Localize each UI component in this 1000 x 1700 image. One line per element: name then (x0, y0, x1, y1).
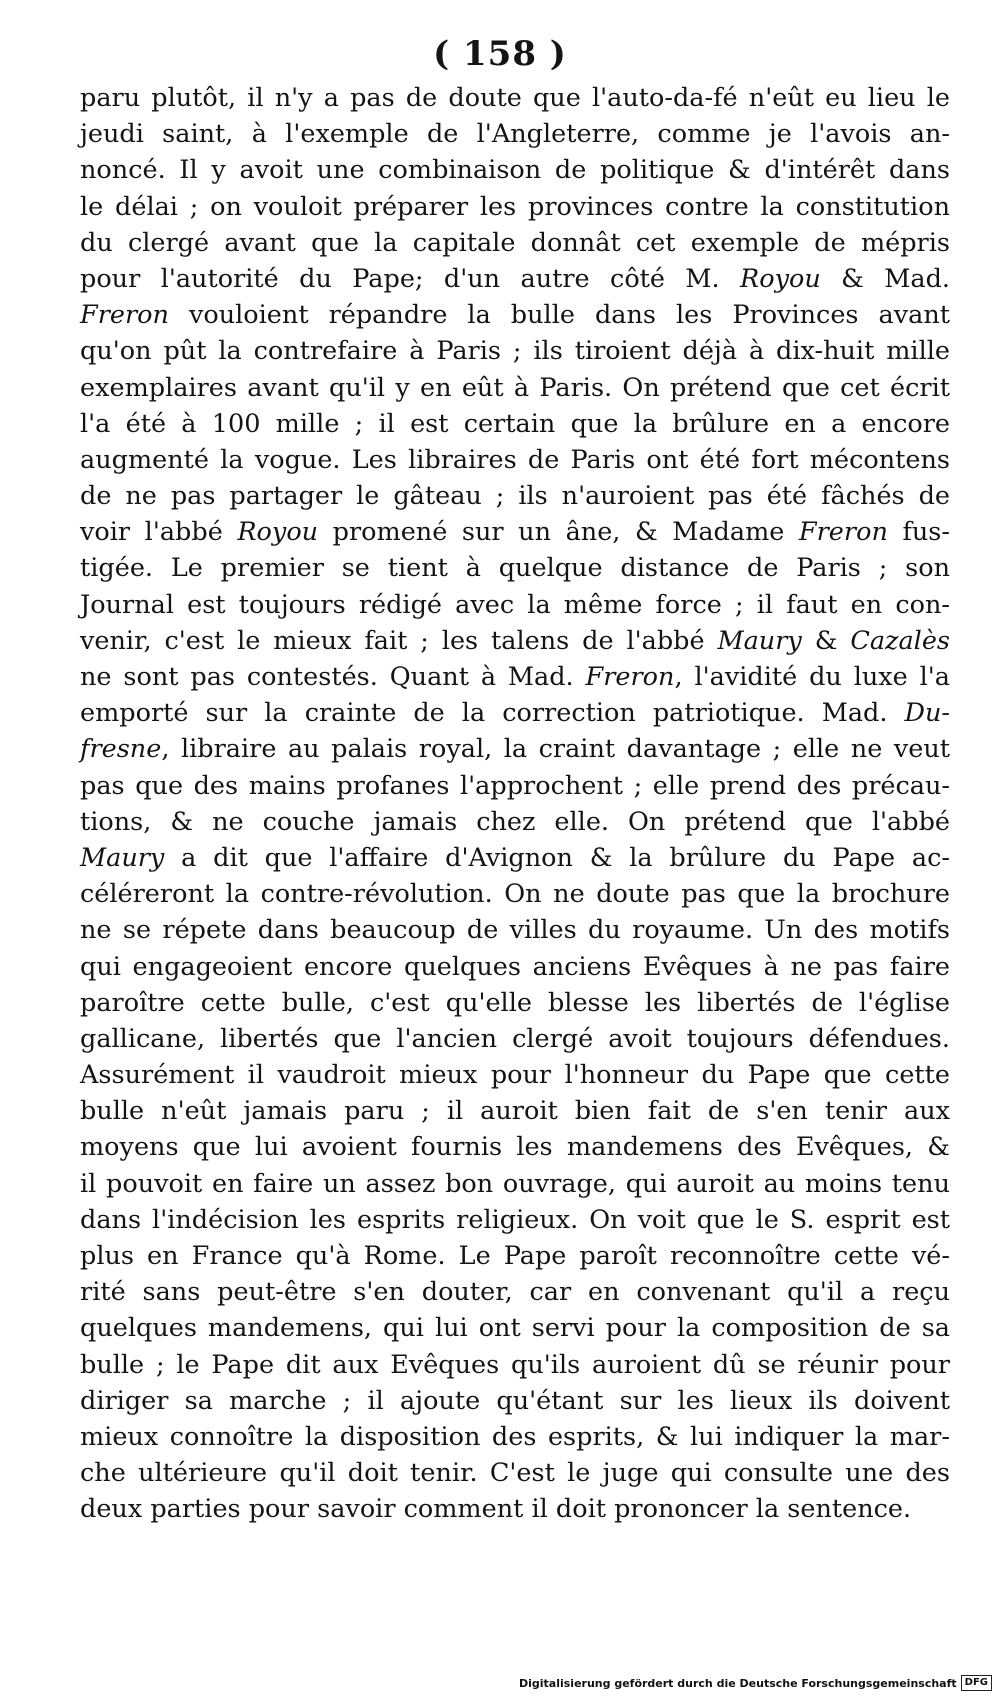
text-line (80, 1238, 950, 1274)
text-line (80, 189, 950, 225)
text-line (80, 406, 950, 442)
text-line (80, 949, 950, 985)
text-line (80, 804, 950, 840)
text-segment: pas que des mains profanes l'approchent ; elle prend des précau- (80, 770, 950, 801)
text-segment: de ne pas partager le gâteau ; ils n'auroient pas été fâchés de (80, 481, 950, 512)
text-segment: qui engageoient encore quelques anciens Evêques à ne pas faire (80, 951, 950, 982)
text-segment: plus en France qu'à Rome. Le Pape paroît reconnoître cette vé- (80, 1241, 950, 1271)
text-line (80, 297, 950, 333)
text-line (80, 550, 950, 586)
text-line (80, 587, 950, 623)
italic-name: Freron (585, 662, 675, 692)
italic-name: Freron (798, 517, 888, 548)
text-segment: promené sur un âne, & Madame (318, 517, 799, 548)
text-segment: paru plutôt, il n'y a pas de doute que l'auto-da-fé n'eût eu lieu le (80, 83, 950, 113)
text-segment: bulle ; le Pape dit aux Evêques qu'ils auroient dû se réunir pour (80, 1349, 950, 1380)
text-line (80, 840, 950, 876)
text-segment: , libraire au palais royal, la craint davantage ; elle ne veut (161, 734, 950, 765)
text-segment: rité sans peut-être s'en douter, car en convenant qu'il a reçu (80, 1277, 950, 1308)
text-line (80, 1455, 950, 1491)
text-line (80, 768, 950, 804)
italic-name: Freron (80, 300, 169, 331)
text-segment: diriger sa marche ; il ajoute qu'étant sur les lieux ils doivent (80, 1385, 950, 1416)
italic-name: Maury (717, 625, 802, 656)
text-line (80, 623, 950, 659)
italic-name: Maury (80, 842, 165, 873)
italic-name: Cazalès (850, 625, 950, 656)
text-line (80, 1021, 950, 1057)
text-line (80, 514, 950, 550)
text-line (80, 1491, 950, 1527)
text-line (80, 1057, 950, 1093)
text-segment: vouloient répandre la bulle dans les Provinces avant (168, 300, 950, 331)
text-segment: dans l'indécision les esprits religieux. On voit que le S. esprit est (80, 1204, 950, 1235)
text-segment: Journal est toujours rédigé avec la même force ; il faut en con- (80, 589, 950, 620)
text-segment: fus- (887, 517, 951, 548)
footer (519, 1675, 992, 1691)
italic-name: Royou (237, 517, 319, 548)
text-line (80, 1383, 950, 1419)
text-line (80, 116, 950, 152)
text-segment: tigée. Le premier se tient à quelque distance de Paris ; son (80, 553, 950, 584)
text-line (80, 1310, 950, 1346)
text-segment: , l'avidité du luxe l'a (674, 662, 950, 692)
text-line (80, 370, 950, 406)
text-segment: venir, c'est le mieux fait ; les talens de l'abbé (80, 625, 718, 656)
text-segment: jeudi saint, à l'exemple de l'Angleterre, comme je l'avois an- (80, 119, 950, 150)
text-line (80, 1093, 950, 1129)
text-line (80, 1419, 950, 1455)
text-line (80, 731, 950, 767)
text-segment: l'a été à 100 mille ; il est certain que la brûlure en a encore (80, 408, 950, 439)
text-segment: du clergé avant que la capitale donnât cet exemple de mépris (80, 227, 950, 258)
text-segment: exemplaires avant qu'il y en eût à Paris. On prétend que cet écrit (80, 372, 950, 403)
text-segment: & (801, 625, 851, 656)
text-segment: moyens que lui avoient fournis les mandemens des Evêques, & (80, 1132, 950, 1163)
text-line (80, 225, 950, 261)
text-segment: le délai ; on vouloit préparer les provinces contre la constitution (80, 191, 950, 222)
text-segment: qu'on pût la contrefaire à Paris ; ils tiroient déjà à dix-huit mille (80, 336, 950, 367)
text-line (80, 333, 950, 369)
text-line (80, 1202, 950, 1238)
italic-name: Du- (904, 698, 950, 729)
text-segment: quelques mandemens, qui lui ont servi pour la composition de sa (80, 1313, 950, 1344)
text-line (80, 442, 950, 478)
text-line (80, 695, 950, 731)
text-line (80, 659, 950, 695)
page-number: ( 158 ) (433, 34, 567, 74)
text-segment: voir l'abbé (80, 517, 238, 548)
text-line (80, 985, 950, 1021)
text-segment: Assurément il vaudroit mieux pour l'honneur du Pape que cette (80, 1060, 950, 1091)
text-segment: gallicane, libertés que l'ancien clergé avoit toujours défendues. (80, 1023, 950, 1054)
text-segment: noncé. Il y avoit une combinaison de politique & d'intérêt dans (80, 155, 950, 186)
text-segment: emporté sur la crainte de la correction patriotique. Mad. (80, 698, 905, 729)
text-segment: céléreront la contre-révolution. On ne doute pas que la brochure (80, 879, 950, 910)
text-line (80, 261, 950, 297)
text-segment: bulle n'eût jamais paru ; il auroit bien fait de s'en tenir aux (80, 1096, 950, 1127)
text-segment: & Mad. (820, 263, 950, 294)
funding-credit: Digitalisierung gefördert durch die Deutsche Forschungsgemeinschaft (518, 1676, 957, 1690)
text-segment: che ultérieure qu'il doit tenir. C'est le juge qui consulte une des (80, 1458, 950, 1489)
text-segment: mieux connoître la disposition des esprits, & lui indiquer la mar- (80, 1421, 950, 1452)
text-segment: pour l'autorité du Pape; d'un autre côté M. (80, 263, 741, 294)
italic-name: fresne (80, 734, 162, 765)
text-line (80, 876, 950, 912)
text-line (80, 912, 950, 948)
text-line (80, 1347, 950, 1383)
text-segment: ne sont pas contestés. Quant à Mad. (80, 662, 586, 692)
body-text (80, 80, 950, 1528)
text-segment: paroître cette bulle, c'est qu'elle blesse les libertés de l'église (80, 987, 950, 1018)
text-segment: augmenté la vogue. Les libraires de Paris ont été fort mécontens (80, 444, 950, 475)
text-line (80, 478, 950, 514)
text-line (80, 80, 950, 116)
italic-name: Royou (740, 263, 821, 294)
text-segment: deux parties pour savoir comment il doit prononcer la sentence. (80, 1494, 912, 1525)
text-line (80, 1166, 950, 1202)
text-line (80, 1129, 950, 1165)
text-line (80, 152, 950, 188)
text-segment: ne se répete dans beaucoup de villes du royaume. Un des motifs (80, 915, 950, 946)
text-segment: il pouvoit en faire un assez bon ouvrage, qui auroit au moins tenu (80, 1168, 950, 1199)
dfg-logo: DFG (961, 1675, 992, 1691)
text-line (80, 1274, 950, 1310)
text-segment: tions, & ne couche jamais chez elle. On prétend que l'abbé (80, 806, 950, 837)
text-segment: a dit que l'affaire d'Avignon & la brûlure du Pape ac- (164, 842, 950, 873)
